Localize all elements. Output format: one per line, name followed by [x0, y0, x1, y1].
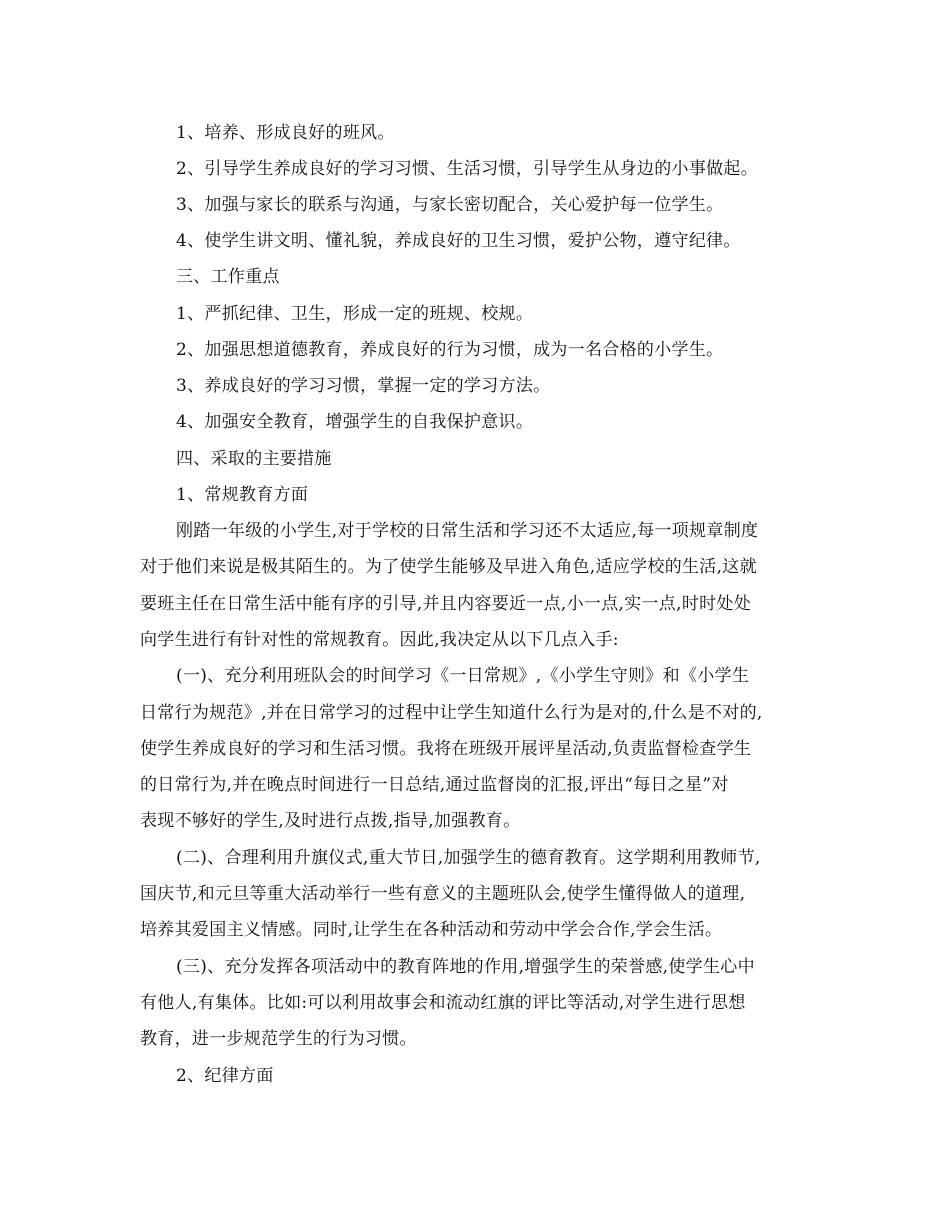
paragraph-3-line-2: 国庆节,和元旦等重大活动举行一些有意义的主题班队会,使学生懂得做人的道理,	[140, 884, 746, 904]
subsection-heading-2: 2、纪律方面	[176, 1066, 274, 1086]
paragraph-4-line-2: 有他人,有集体。比如:可以利用故事会和流动红旗的评比等活动,对学生进行思想	[140, 993, 746, 1013]
paragraph-2-line-2: 日常行为规范》,并在日常学习的过程中让学生知道什么行为是对的,什么是不对的,	[140, 703, 763, 723]
paragraph-3-line-3: 培养其爱国主义情感。同时,让学生在各种活动和劳动中学会合作,学会生活。	[140, 920, 723, 940]
paragraph-4-line-3: 教育，进一步规范学生的行为习惯。	[140, 1029, 417, 1049]
paragraph-2-line-1: (一)、充分利用班队会的时间学习《一日常规》,《小学生守则》和《小学生	[176, 666, 750, 686]
paragraph-1-line-4: 向学生进行有针对性的常规教育。因此,我决定从以下几点入手:	[140, 630, 619, 650]
item-2-line: 2、引导学生养成良好的学习习惯、生活习惯，引导学生从身边的小事做起。	[176, 159, 759, 179]
paragraph-1-line-2: 对于他们来说是极其陌生的。为了使学生能够及早进入角色,适应学校的生活,这就	[140, 557, 757, 577]
focus-item-2: 2、加强思想道德教育，养成良好的行为习惯，成为一名合格的小学生。	[176, 340, 724, 360]
item-3-line: 3、加强与家长的联系与沟通，与家长密切配合，关心爱护每一位学生。	[176, 195, 724, 215]
paragraph-1-line-3: 要班主任在日常生活中能有序的引导,并且内容要近一点,小一点,实一点,时时处处	[140, 594, 752, 614]
section-heading-4: 四、采取的主要措施	[176, 449, 332, 469]
focus-item-3: 3、养成良好的学习习惯，掌握一定的学习方法。	[176, 376, 551, 396]
section-heading-3: 三、工作重点	[176, 267, 280, 287]
subsection-heading-1: 1、常规教育方面	[176, 485, 309, 505]
paragraph-3-line-1: (二)、合理利用升旗仪式,重大节日,加强学生的德育教育。这学期利用教师节,	[176, 848, 761, 868]
item-1-line: 1、培养、形成良好的班风。	[176, 123, 395, 143]
paragraph-2-line-5: 表现不够好的学生,及时进行点拨,指导,加强教育。	[140, 811, 521, 831]
focus-item-1: 1、严抓纪律、卫生，形成一定的班规、校规。	[176, 304, 534, 324]
item-4-line: 4、使学生讲文明、懂礼貌，养成良好的卫生习惯，爱护公物，遵守纪律。	[176, 231, 741, 251]
paragraph-2-line-4: 的日常行为,并在晚点时间进行一日总结,通过监督岗的汇报,评出“每日之星”对	[140, 775, 729, 795]
paragraph-4-line-1: (三)、充分发挥各项活动中的教育阵地的作用,增强学生的荣誉感,使学生心中	[176, 957, 755, 977]
paragraph-2-line-3: 使学生养成良好的学习和生活习惯。我将在班级开展评星活动,负责监督检查学生	[140, 739, 752, 759]
focus-item-4: 4、加强安全教育，增强学生的自我保护意识。	[176, 412, 534, 432]
paragraph-1-line-1: 刚踏一年级的小学生,对于学校的日常生活和学习还不太适应,每一项规章制度	[176, 521, 759, 541]
